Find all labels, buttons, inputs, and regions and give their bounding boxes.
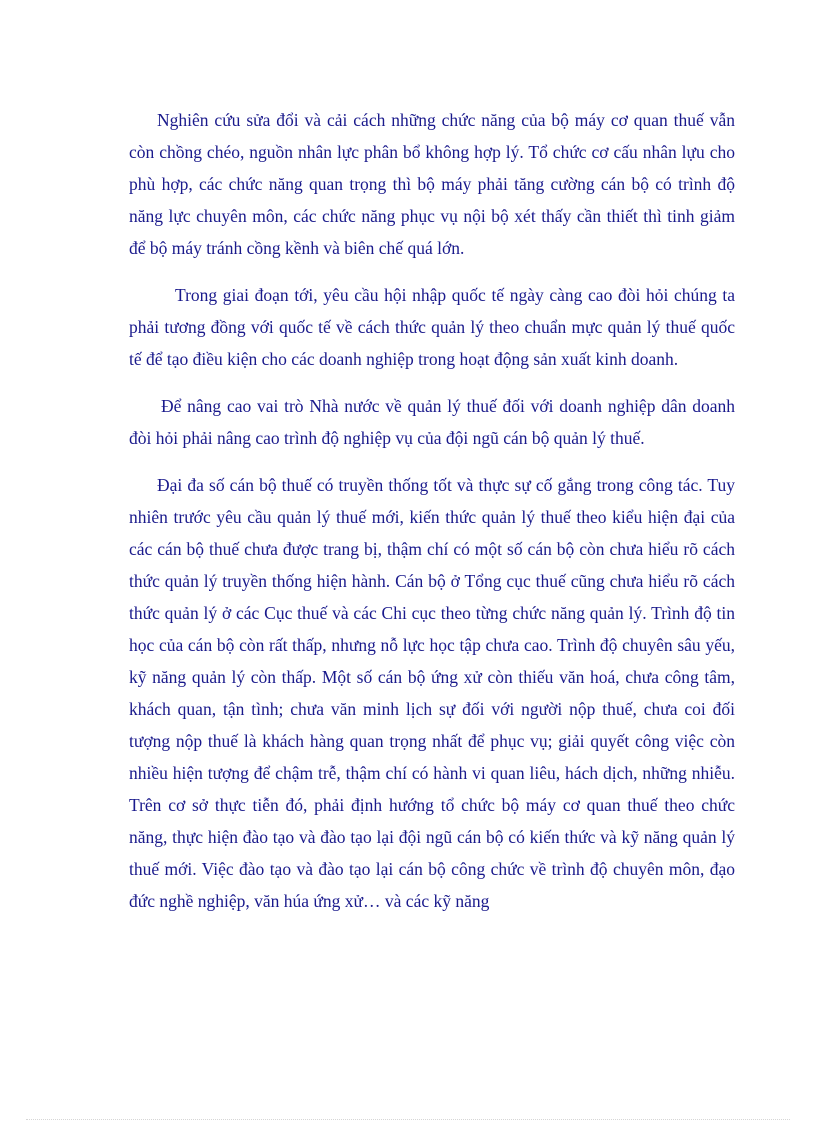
paragraph-3: Để nâng cao vai trò Nhà nước về quản lý thuế đối với doanh nghiệp dân doanh đòi hỏi phải nâng cao trình độ nghiệp vụ của đội ngũ cán bộ quản lý thuế. [129,396,735,448]
paragraph-1: Nghiên cứu sửa đổi và cải cách những chức năng của bộ máy cơ quan thuế vẫn còn chồng chéo, nguồn nhân lực phân bổ không hợp lý. Tổ chức cơ cấu nhân lựu cho phù hợp, các chức năng quan trọng thì bộ máy phải tăng cường cán bộ có trình độ năng lực chuyên môn, các chức năng phục vụ nội bộ xét thấy cần thiết thì tinh giảm để bộ máy tránh cồng kềnh và biên chế quá lớn. [129,110,735,258]
paragraph-4: Đại đa số cán bộ thuế có truyền thống tốt và thực sự cố gắng trong công tác. Tuy nhiên trước yêu cầu quản lý thuế mới, kiến thức quản lý thuế theo kiểu hiện đại của các cán bộ thuế chưa được trang bị, thậm chí có một số cán bộ còn chưa hiểu rõ cách thức quản lý truyền thống hiện hành. Cán bộ ở Tổng cục thuế cũng chưa hiểu rõ cách thức quản lý ở các Cục thuế và các Chi cục theo từng chức năng quản lý. Trình độ tin học của cán bộ còn rất thấp, nhưng nỗ lực học tập chưa cao. Trình độ chuyên sâu yếu, kỹ năng quản lý còn thấp. Một số cán bộ ứng xử còn thiếu văn hoá, chưa công tâm, khách quan, tận tình; chưa văn minh lịch sự đối với người nộp thuế, chưa coi đối tượng nộp thuế là khách hàng quan trọng nhất để phục vụ; giải quyết công việc còn nhiều hiện tượng để chậm trễ, thậm chí có hành vi quan liêu, hách dịch, những nhiễu. Trên cơ sở thực tiễn đó, phải định hướng tổ chức bộ máy cơ quan thuế theo chức năng, thực hiện đào tạo và đào tạo lại đội ngũ cán bộ có kiến thức và kỹ năng quản lý thuế mới. Việc đào tạo và đào tạo lại cán bộ công chức về trình độ chuyên môn, đạo đức nghề nghiệp, văn húa ứng xử… và các kỹ năng [129,475,735,911]
footer-dotted-rule [26,1119,790,1120]
paragraph-2: Trong giai đoạn tới, yêu cầu hội nhập quốc tế ngày càng cao đòi hỏi chúng ta phải tương đồng với quốc tế về cách thức quản lý theo chuẩn mực quản lý thuế quốc tế để tạo điều kiện cho các doanh nghiệp trong hoạt động sản xuất kinh doanh. [129,285,735,369]
document-body [129,104,735,932]
